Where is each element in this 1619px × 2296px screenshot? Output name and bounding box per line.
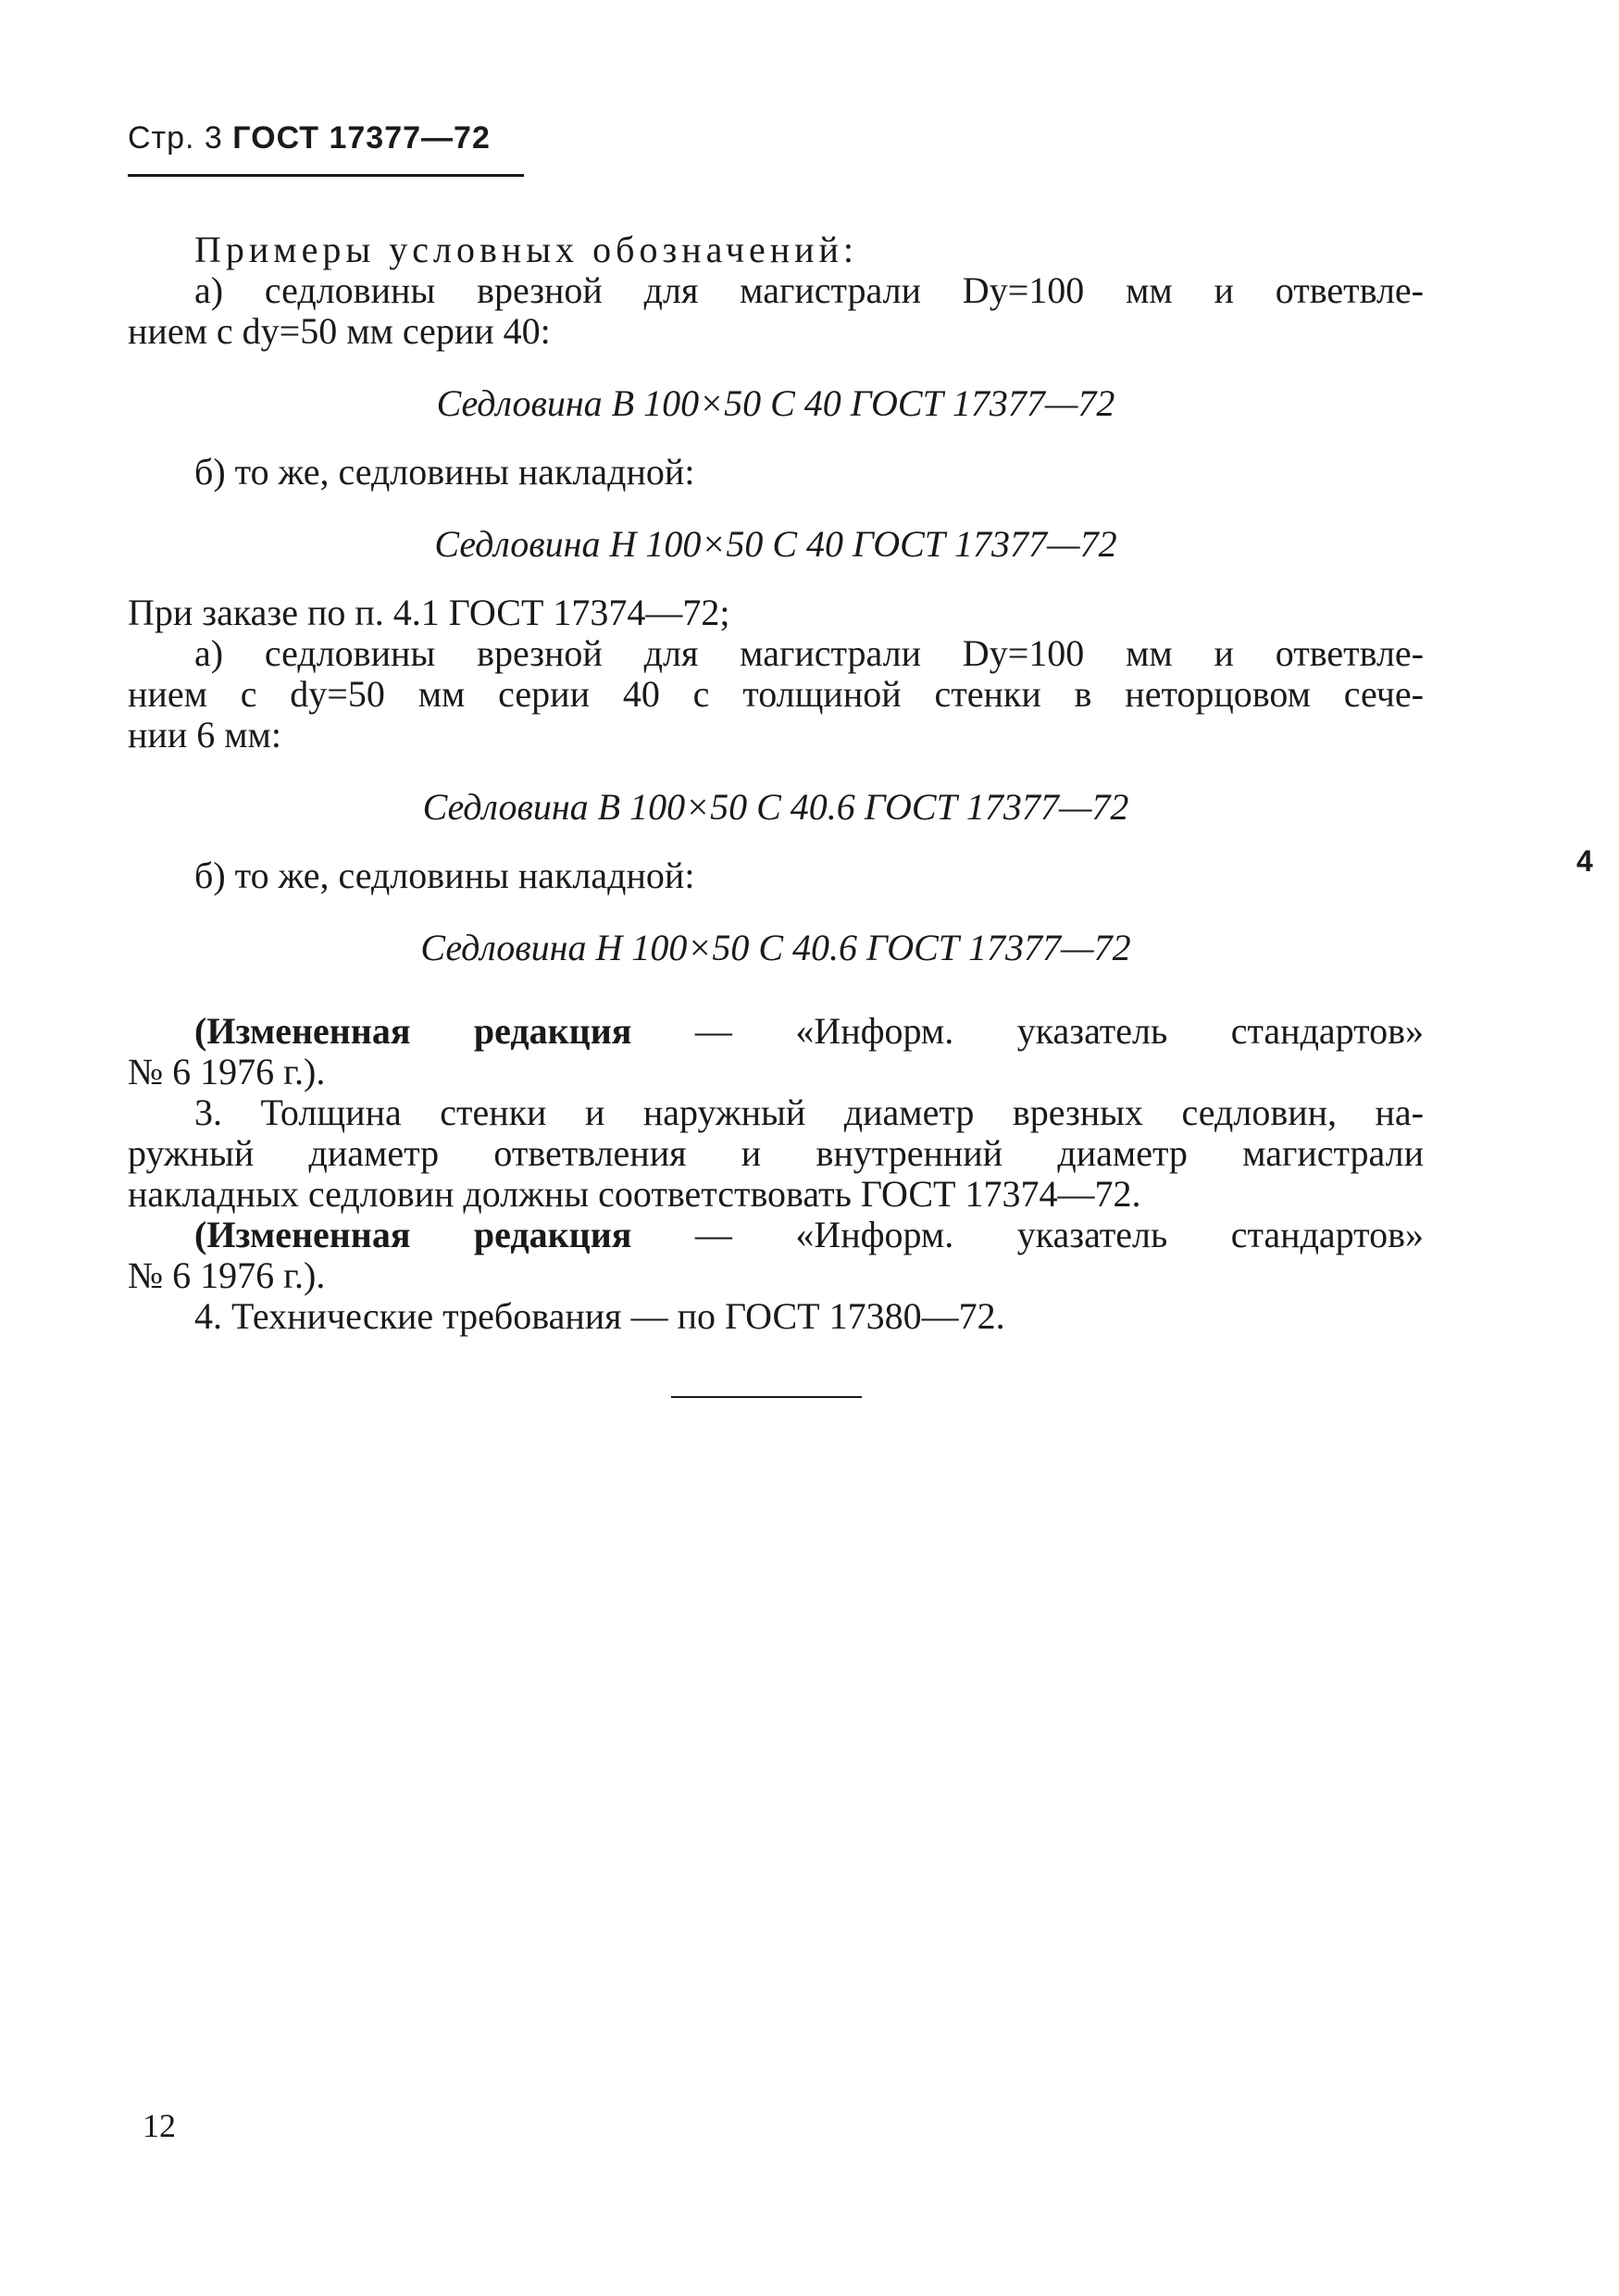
order-b-line: б) то же, седловины накладной: <box>194 855 695 896</box>
document-body <box>128 230 1424 1337</box>
examples-a-line-1: а) седловины врезной для магистрали Dу=100 мм и ответвле- <box>194 269 1424 311</box>
examples-b-line: б) то же, седловины накладной: <box>194 451 695 493</box>
clause-3-line-2: ружный диаметр ответвления и внутренний диаметр магистрали <box>128 1132 1424 1174</box>
clause-3-line-1 <box>128 1092 1424 1133</box>
end-rule <box>671 1396 862 1398</box>
order-a-line-3: нии 6 мм: <box>128 714 281 755</box>
order-formula-b: Седловина Н 100×50 С 40.6 ГОСТ 17377—72 <box>420 927 1131 968</box>
revision-note-1-bold: (Измененная редакция <box>194 1010 632 1052</box>
page-header <box>128 120 491 156</box>
revision-note-1 <box>128 1011 1424 1052</box>
revision-note-1-rest: — «Информ. указатель стандартов» <box>694 1010 1424 1052</box>
designation-formula-b: Седловина Н 100×50 С 40 ГОСТ 17377—72 <box>434 523 1117 565</box>
examples-title: Примеры условных обозначений: <box>194 229 859 270</box>
margin-mark: 4 <box>1576 844 1593 878</box>
clause-3-text-1: 3. Толщина стенки и наружный диаметр врезных седловин, на- <box>194 1092 1424 1133</box>
order-a-line-2: нием с dу=50 мм серии 40 с толщиной стенки в неторцовом сече- <box>128 673 1424 715</box>
revision-note-2-bold: (Измененная редакция <box>194 1214 632 1255</box>
revision-note-2-line-2: № 6 1976 г.). <box>128 1254 326 1296</box>
clause-4: 4. Технические требования — по ГОСТ 17380—72. <box>194 1295 1005 1337</box>
clause-3-line-3: накладных седловин должны соответствовать ГОСТ 17374—72. <box>128 1173 1141 1215</box>
revision-note-2-rest: — «Информ. указатель стандартов» <box>694 1214 1424 1255</box>
order-formula-a: Седловина В 100×50 С 40.6 ГОСТ 17377—72 <box>422 786 1129 828</box>
revision-note-1-line-2: № 6 1976 г.). <box>128 1051 326 1092</box>
order-intro: При заказе по п. 4.1 ГОСТ 17374—72; <box>128 592 730 633</box>
designation-formula-a: Седловина В 100×50 С 40 ГОСТ 17377—72 <box>436 382 1115 424</box>
revision-note-2 <box>128 1215 1424 1255</box>
examples-a-line-2: нием с dу=50 мм серии 40: <box>128 310 551 352</box>
header-page-label: Стр. 3 <box>128 120 223 156</box>
order-a-line-1: а) седловины врезной для магистрали Dу=100 мм и ответвле- <box>194 632 1424 674</box>
header-standard: ГОСТ 17377—72 <box>232 120 491 156</box>
page-number: 12 <box>143 2107 176 2144</box>
header-rule <box>128 174 524 177</box>
